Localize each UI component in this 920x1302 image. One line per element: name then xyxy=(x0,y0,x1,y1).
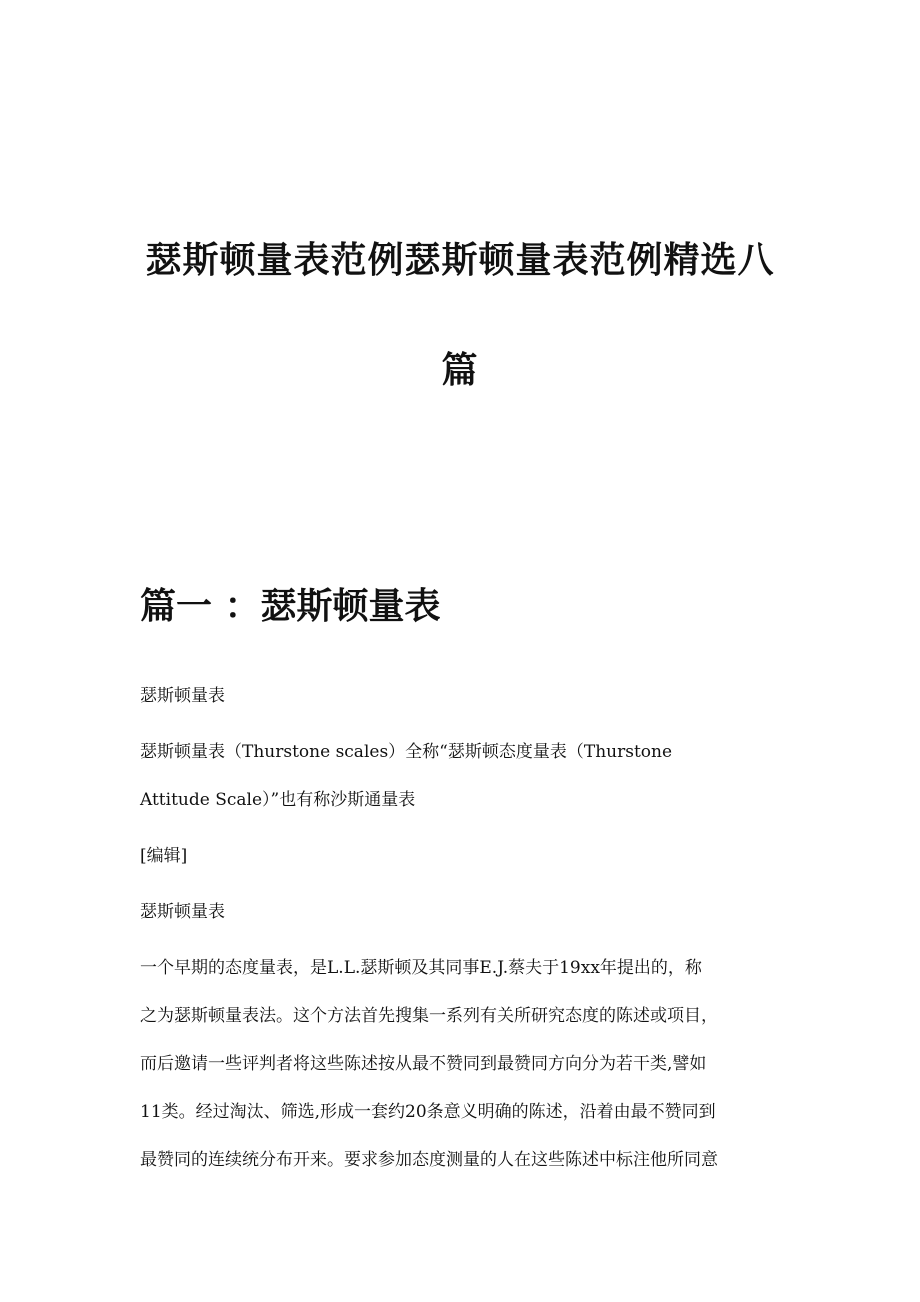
document-title: 瑟斯顿量表范例瑟斯顿量表范例精选八篇 xyxy=(145,239,775,391)
paragraph-definition xyxy=(140,728,780,824)
section-heading: 篇一 ：瑟斯顿量表 xyxy=(140,585,441,627)
paragraph-line: 瑟斯顿量表（Thurstone scales）全称“瑟斯顿态度量表（Thurstone xyxy=(140,742,673,762)
paragraph-term-label: 瑟斯顿量表 xyxy=(140,686,225,706)
paragraph-description xyxy=(140,944,780,1184)
paragraph-line: Attitude Scale）”也有称沙斯通量表 xyxy=(140,790,416,810)
edit-link[interactable]: [编辑] xyxy=(140,846,188,866)
paragraph-line: 一个早期的态度量表，是L.L.瑟斯顿及其同事E.J.蔡夫于19xx年提出的，称 xyxy=(140,958,702,978)
paragraph-line: 之为瑟斯顿量表法。这个方法首先搜集一系列有关所研究态度的陈述或项目， xyxy=(140,1006,718,1026)
paragraph-line: 最赞同的连续统分布开来。要求参加态度测量的人在这些陈述中标注他所同意 xyxy=(140,1150,718,1170)
paragraph-subheading: 瑟斯顿量表 xyxy=(140,902,225,922)
paragraph-line: 11类。经过淘汰、筛选,形成一套约20条意义明确的陈述，沿着由最不赞同到 xyxy=(140,1102,716,1122)
paragraph-line: 而后邀请一些评判者将这些陈述按从最不赞同到最赞同方向分为若干类,譬如 xyxy=(140,1054,707,1074)
